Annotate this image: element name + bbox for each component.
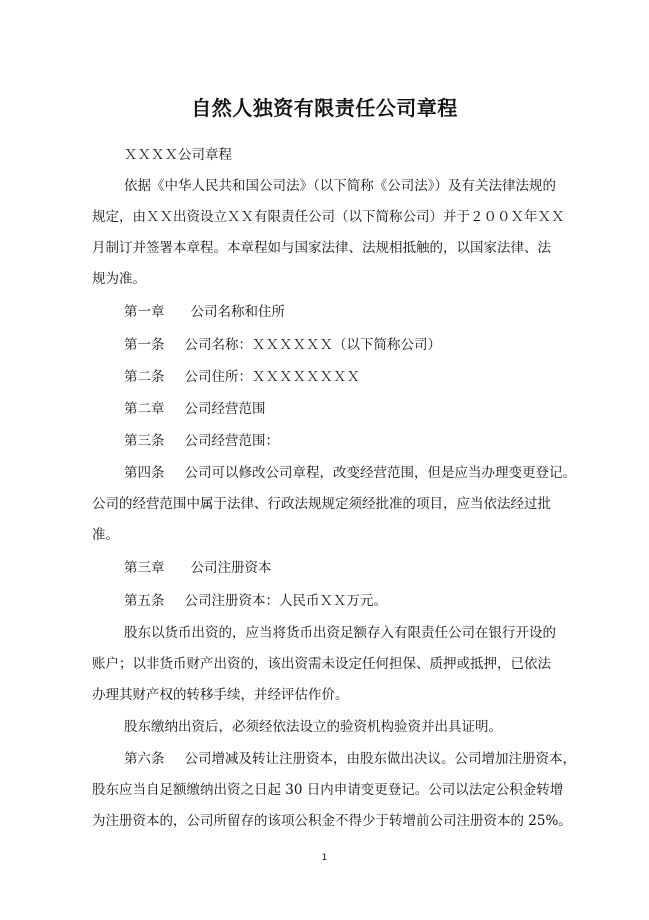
- preamble-line-2: 规定，由ＸＸ出资设立ＸＸ有限责任公司（以下简称公司）并于２００Ｘ年ＸＸ: [92, 209, 565, 225]
- chapter-1-heading: [124, 303, 285, 321]
- article-2: [124, 368, 360, 386]
- preamble-line-1: 依据《中华人民共和国公司法》（以下简称《公司法》）及有关法律法规的: [124, 178, 556, 194]
- article-1-text: 公司名称：ＸＸＸＸＸＸ（以下简称公司）: [184, 337, 441, 353]
- article-4-text: 公司可以修改公司章程，改变经营范围，但是应当办理变更登记。: [184, 465, 576, 481]
- article-6-label: 第六条: [124, 751, 165, 767]
- chapter-2-label: 第二章: [124, 401, 165, 417]
- article-5-label: 第五条: [124, 593, 165, 609]
- article-6-text: 公司增减及转让注册资本，由股东做出决议。公司增加注册资本，: [184, 751, 576, 767]
- article-6-line-2: 股东应当自足额缴纳出资之日起 30 日内申请变更登记。公司以法定公积金转增: [92, 782, 564, 798]
- paragraph-verification: 股东缴纳出资后，必须经依法设立的验资机构验资并出具证明。: [124, 719, 502, 735]
- article-4-line-3: 准。: [92, 527, 119, 543]
- document-title: 自然人独资有限责任公司章程: [191, 96, 458, 120]
- chapter-3-label: 第三章: [124, 560, 165, 576]
- article-2-label: 第二条: [124, 369, 165, 385]
- paragraph-capital-line-2: 账户；以非货币财产出资的，该出资需未设定任何担保、质押或抵押，已依法: [92, 656, 551, 672]
- paragraph-capital-line-3: 办理其财产权的转移手续，并经评估作价。: [92, 687, 349, 703]
- article-5: [124, 592, 387, 610]
- article-1-label: 第一条: [124, 337, 165, 353]
- article-3: [124, 432, 279, 450]
- article-4-line-2: 公司的经营范围中属于法律、行政法规规定须经批准的项目，应当依法经过批: [92, 496, 551, 512]
- article-6-line-3: 为注册资本的，公司所留存的该项公积金不得少于转增前公司注册资本的 25%。: [92, 813, 572, 829]
- preamble-line-3: 月制订并签署本章程。本章程如与国家法律、法规相抵触的，以国家法律、法: [92, 240, 551, 256]
- article-3-text: 公司经营范围：: [184, 433, 279, 449]
- preamble-line-4: 规为准。: [92, 271, 146, 287]
- page-number: 1: [321, 853, 328, 863]
- article-4: [124, 464, 576, 482]
- article-6: [124, 750, 576, 768]
- article-3-label: 第三条: [124, 433, 165, 449]
- paragraph-capital-line-1: 股东以货币出资的，应当将货币出资足额存入有限责任公司在银行开设的: [124, 625, 556, 641]
- article-2-text: 公司住所：ＸＸＸＸＸＸＸＸ: [184, 369, 360, 385]
- chapter-1-label: 第一章: [124, 304, 165, 320]
- article-5-text: 公司注册资本：人民币ＸＸ万元。: [184, 593, 387, 609]
- company-charter-heading: ＸＸＸＸ公司章程: [124, 147, 232, 163]
- chapter-1-title: 公司名称和住所: [190, 304, 285, 320]
- chapter-2-title: 公司经营范围: [184, 401, 266, 417]
- chapter-3-title: 公司注册资本: [190, 560, 272, 576]
- chapter-2-heading: [124, 400, 266, 418]
- article-4-label: 第四条: [124, 465, 165, 481]
- article-1: [124, 336, 441, 354]
- chapter-3-heading: [124, 559, 272, 577]
